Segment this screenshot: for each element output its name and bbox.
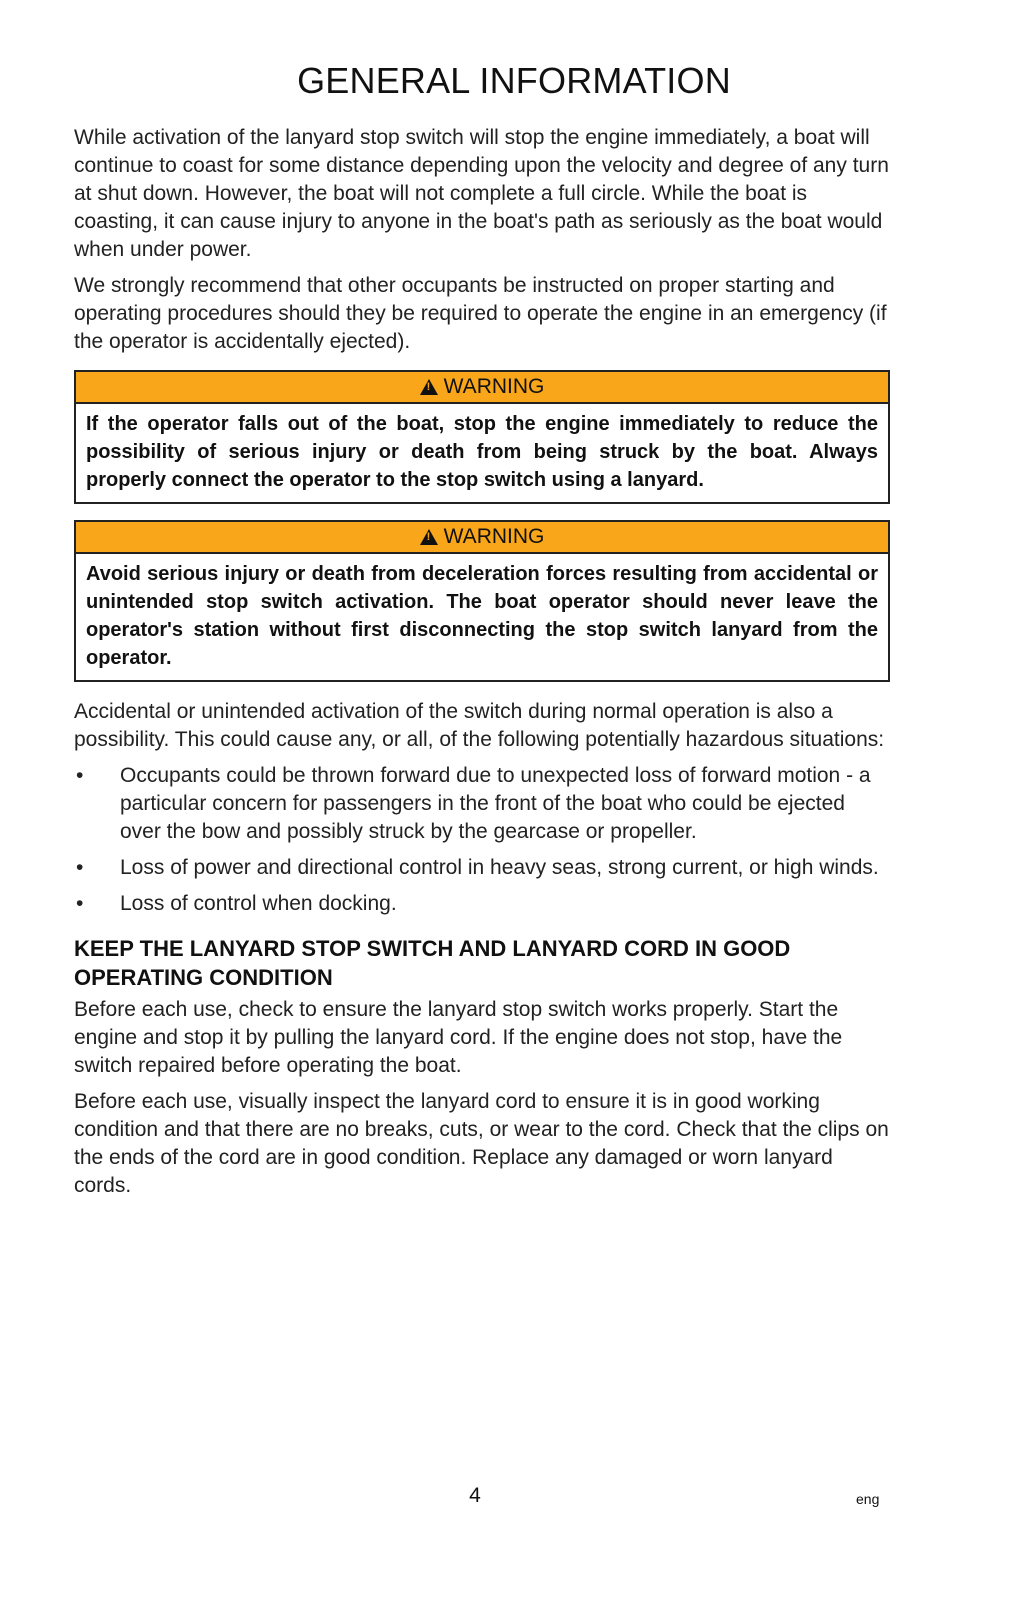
list-item [74, 762, 890, 846]
warning-triangle-icon [420, 529, 438, 545]
section-paragraph-inspect-cord: Before each use, visually inspect the lanyard cord to ensure it is in good working condition and that there are no breaks, cuts, or wear to the cord. Check that the clips on the ends of the cord are in good condition. Replace any damaged or worn lanyard cords. [74, 1090, 889, 1197]
warning-box-deceleration [74, 520, 890, 682]
hazards-list [74, 762, 890, 918]
intro-paragraph-occupants: We strongly recommend that other occupants be instructed on proper starting and operating procedures should they be required to operate the engine in an emergency (if the operator is accidentally ejected). [74, 274, 887, 353]
bullet-icon: • [76, 892, 84, 915]
list-item-text: Loss of power and directional control in heavy seas, strong current, or high winds. [120, 856, 879, 879]
bullet-icon: • [76, 856, 84, 879]
language-tag: eng [856, 1491, 880, 1507]
warning-triangle-icon [420, 379, 438, 395]
page-number: 4 [469, 1484, 481, 1507]
page-title: GENERAL INFORMATION [297, 60, 731, 101]
section-heading: KEEP THE LANYARD STOP SWITCH AND LANYARD CORD IN GOOD OPERATING CONDITION [74, 936, 791, 990]
section-paragraph-check-switch: Before each use, check to ensure the lanyard stop switch works properly. Start the engine and stop it by pulling the lanyard cord. If the engine does not stop, have the switch repaired before operating the boat. [74, 998, 843, 1077]
hazards-intro-paragraph: Accidental or unintended activation of the switch during normal operation is also a possibility. This could cause any, or all, of the following potentially hazardous situations: [74, 700, 885, 751]
intro-paragraph-coasting: While activation of the lanyard stop switch will stop the engine immediately, a boat will continue to coast for some distance depending upon the velocity and degree of any turn at shut down. However, the boat will not complete a full circle. While the boat is coasting, it can cause injury to anyone in the boat's path as seriously as the boat would when under power. [74, 126, 889, 261]
list-item-text: Occupants could be thrown forward due to unexpected loss of forward motion - a particular concern for passengers in the front of the boat who could be ejected over the bow and possibly struck by the gearcase or propeller. [120, 764, 871, 843]
warning-label: WARNING [443, 375, 545, 398]
page-content [74, 124, 890, 1208]
warning-label: WARNING [443, 525, 545, 548]
warning-box-operator-falls [74, 370, 890, 504]
warning-text: If the operator falls out of the boat, stop the engine immediately to reduce the possibility of serious injury or death from being struck by the boat. Always properly connect the operator to the stop switch using a lanyard. [86, 413, 878, 491]
warning-header [76, 372, 888, 404]
list-item-text: Loss of control when docking. [120, 892, 397, 915]
list-item [74, 854, 890, 882]
bullet-icon: • [76, 764, 84, 787]
warning-text: Avoid serious injury or death from deceleration forces resulting from accidental or unintended stop switch activation. The boat operator should never leave the operator's station without first disconnecting the stop switch lanyard from the operator. [86, 563, 878, 669]
warning-header [76, 522, 888, 554]
list-item [74, 890, 890, 918]
